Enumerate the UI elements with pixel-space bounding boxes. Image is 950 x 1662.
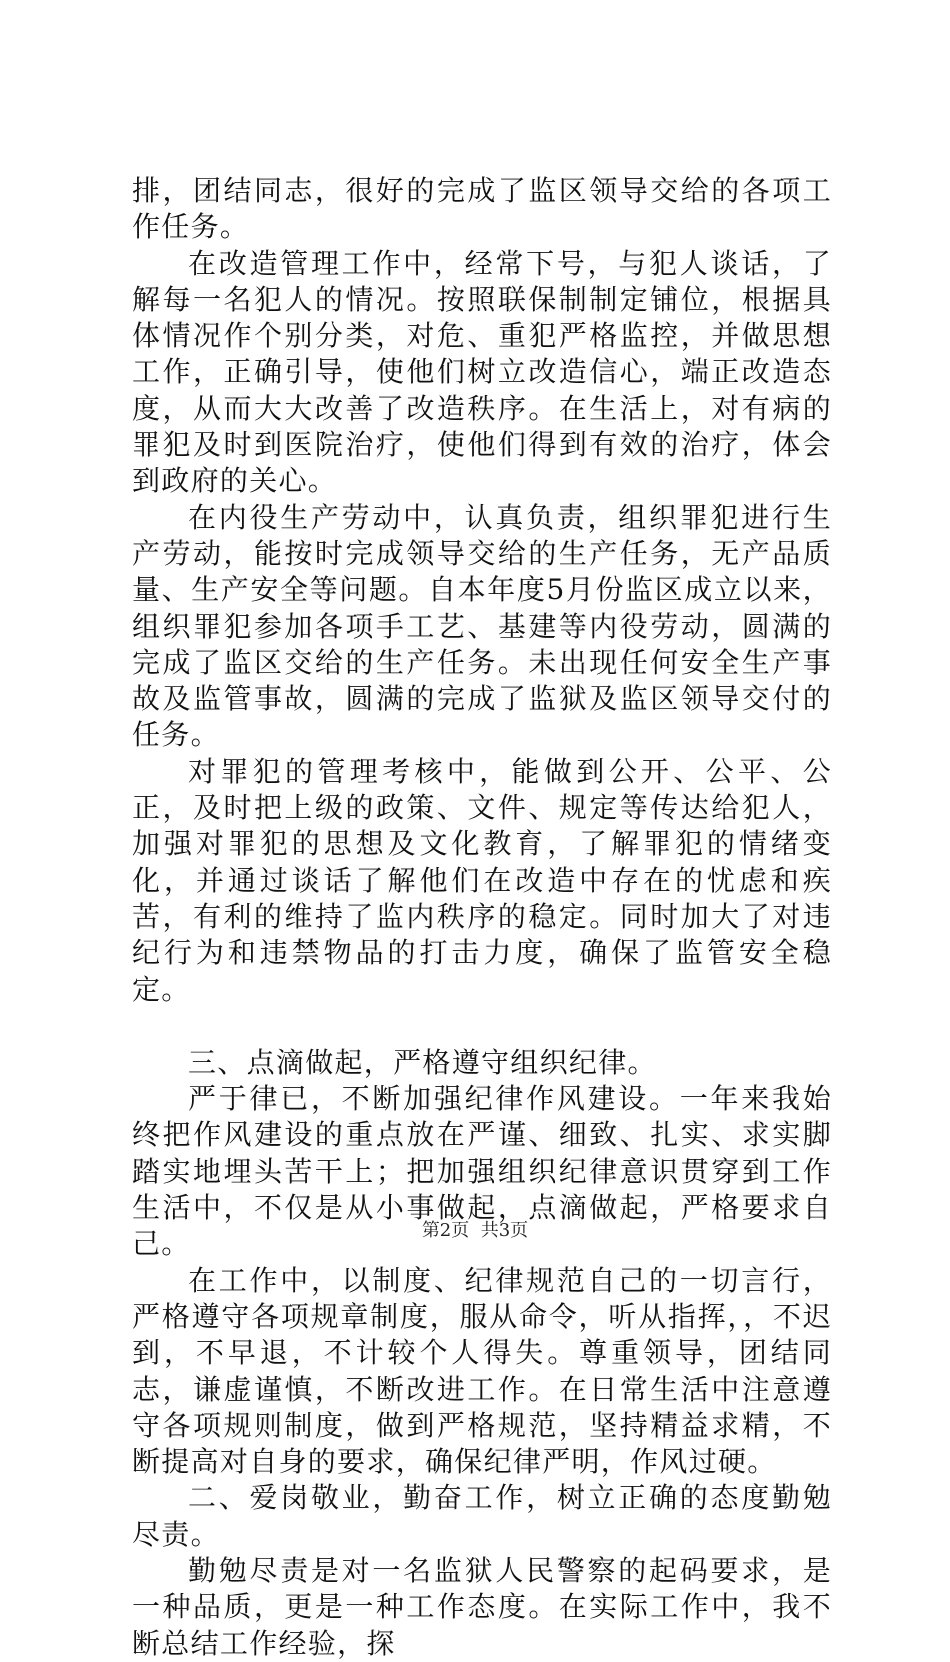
paragraph-continuation: 排，团结同志，很好的完成了监区领导交给的各项工作任务。 [132, 174, 832, 244]
paragraph-reform-management: 在改造管理工作中，经常下号，与犯人谈话，了解每一名犯人的情况。按照联保制制定铺位，根据具体情况作个别分类，对危、重犯严格监控，并做思想工作，正确引导，使他们树立改造信心，端正改造态度，从而大大改善了改造秩序。在生活上，对有病的罪犯及时到医院治疗，使他们得到有效的治疗，体会到政府的关心。 [132, 246, 832, 498]
paragraph-assessment: 对罪犯的管理考核中，能做到公开、公平、公正，及时把上级的政策、文件、规定等传达给犯人，加强对罪犯的思想及文化教育，了解罪犯的情绪变化，并通过谈话了解他们在改造中存在的忧虑和疾苦，有利的维持了监内秩序的稳定。同时加大了对违纪行为和违禁物品的打击力度，确保了监管安全稳定。 [132, 754, 832, 1006]
paragraph-diligence: 勤勉尽责是对一名监狱人民警察的起码要求，是一种品质，更是一种工作态度。在实际工作中，我不断总结工作经验，探 [132, 1553, 832, 1660]
document-body [132, 173, 832, 1662]
paragraph-self-discipline: 严于律已，不断加强纪律作风建设。一年来我始终把作风建设的重点放在严谨、细致、扎实、求实脚踏实地埋头苦干上；把加强组织纪律意识贯穿到工作生活中，不仅是从小事做起，点滴做起，严格要求自己。 [132, 1082, 832, 1261]
page-number-footer: 第2页 共3页 [421, 1220, 529, 1241]
paragraph-spacer [132, 1008, 832, 1045]
section-heading-discipline: 三、点滴做起，严格遵守组织纪律。 [188, 1045, 657, 1079]
paragraph-rules-compliance: 在工作中，以制度、纪律规范自己的一切言行，严格遵守各项规章制度，服从命令，听从指挥，，不迟到，不早退，不计较个人得失。尊重领导，团结同志，谦虚谨慎，不断改进工作。在日常生活中注意遵守各项规则制度，做到严格规范，坚持精益求精，不断提高对自身的要求，确保纪律严明，作风过硬。 [132, 1263, 832, 1479]
section-heading-dedication: 二、爱岗敬业，勤奋工作，树立正确的态度勤勉尽责。 [132, 1481, 832, 1551]
paragraph-internal-labor: 在内役生产劳动中，认真负责，组织罪犯进行生产劳动，能按时完成领导交给的生产任务，无产品质量、生产安全等问题。自本年度5月份监区成立以来，组织罪犯参加各项手工艺、基建等内役劳动，圆满的完成了监区交给的生产任务。未出现任何安全生产事故及监管事故，圆满的完成了监狱及监区领导交付的任务。 [132, 500, 832, 752]
